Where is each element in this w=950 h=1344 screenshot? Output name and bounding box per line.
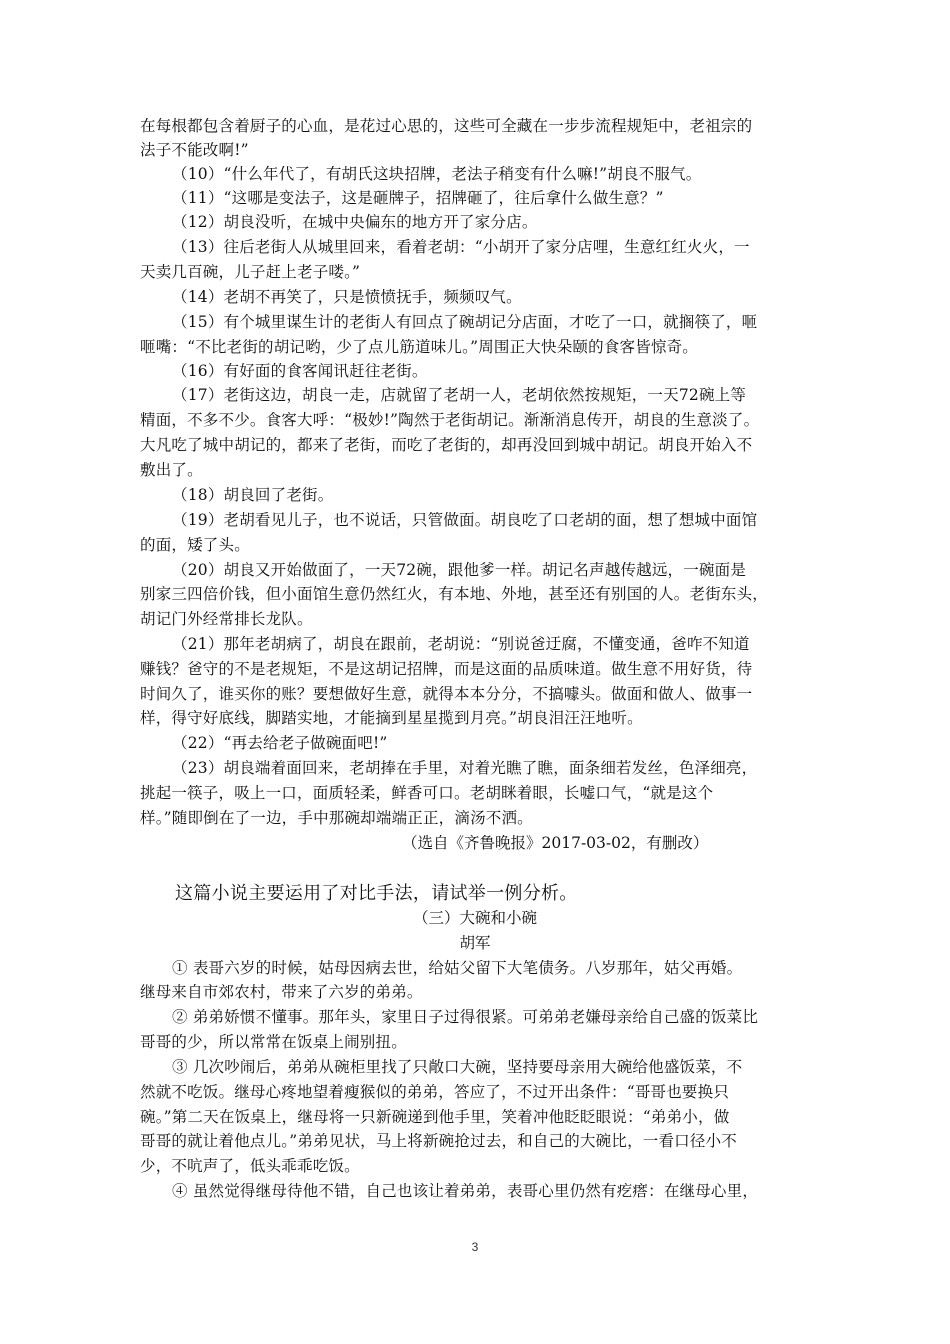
- question-text: 这篇小说主要运用了对比手法，请试举一例分析。: [175, 883, 578, 904]
- section-paragraph-1: ① 表哥六岁的时候，姑母因病去世，给姑父留下大笔债务。八岁那年，姑父再婚。: [172, 959, 743, 977]
- page-number: 3: [471, 1240, 479, 1254]
- story-paragraph-17: （17）老街这边，胡良一走，店就留了老胡一人，老胡依然按规矩，一天72碗上等: [172, 386, 747, 404]
- story-paragraph-23: （23）胡良端着面回来，老胡捧在手里，对着光瞧了瞧，面条细若发丝，色泽细亮，: [172, 759, 758, 777]
- section-line: 少，不吭声了，低头乖乖吃饭。: [140, 1157, 360, 1175]
- section-line: 然就不吃饭。继母心疼地望着瘦猴似的弟弟，答应了，不过开出条件：“哥哥也要换只: [140, 1083, 730, 1101]
- story-line: 赚钱？爸守的不是老规矩，不是这胡记招牌，而是这面的品质味道。做生意不用好货，待: [140, 660, 753, 678]
- section-line: 哥哥的少，所以常常在饭桌上闹别扭。: [140, 1033, 407, 1051]
- story-line: 咂嘴：“不比老街的胡记哟，少了点儿筋道味儿。”周围正大快朵颐的食客皆惊奇。: [140, 338, 699, 356]
- story-paragraph-16: （16）有好面的食客闻讯赶往老街。: [172, 362, 428, 380]
- story-paragraph-20: （20）胡良又开始做面了，一天72碗，跟他爹一样。胡记名声越传越远，一碗面是: [172, 561, 747, 579]
- story-line: 别家三四倍价钱，但小面馆生意仍然红火，有本地、外地，甚至还有别国的人。老街东头，: [140, 585, 769, 603]
- section-author: 胡军: [459, 934, 491, 952]
- story-paragraph-19: （19）老胡看见儿子，也不说话，只管做面。胡良吃了口老胡的面，想了想城中面馆: [172, 511, 758, 529]
- story-paragraph-10: （10）“什么年代了，有胡氏这块招牌，老法子稍变有什么嘛!”胡良不服气。: [172, 165, 702, 183]
- section-paragraph-2: ② 弟弟娇惯不懂事。那年头，家里日子过得很紧。可弟弟老嫌母亲给自己盛的饭菜比: [172, 1008, 759, 1026]
- story-line: 大凡吃了城中胡记的，都来了老街，而吃了老街的，却再没回到城中胡记。胡良开始入不: [140, 436, 753, 454]
- story-source: （选自《齐鲁晚报》2017-03-02，有删改）: [402, 834, 709, 852]
- story-paragraph-12: （12）胡良没听，在城中央偏东的地方开了家分店。: [172, 213, 538, 231]
- story-line: 法子不能改啊!”: [140, 141, 249, 159]
- section-line: 继母来自市郊农村，带来了六岁的弟弟。: [140, 983, 423, 1001]
- story-line: 天卖几百碗，儿子赶上老子喽。”: [140, 263, 361, 281]
- story-line: 挑起一筷子，吸上一口，面质轻柔，鲜香可口。老胡眯着眼，长嘘口气，“就是这个: [140, 784, 714, 802]
- section-line: 哥哥的就让着他点儿。”弟弟见状，马上将新碗抢过去，和自己的大碗比，一看口径小不: [140, 1132, 737, 1150]
- story-line: 样，得守好底线，脚踏实地，才能摘到星星揽到月亮。”胡良泪汪汪地听。: [140, 709, 643, 727]
- story-line: 敷出了。: [140, 461, 203, 479]
- story-line: 的面，矮了头。: [140, 536, 250, 554]
- section-paragraph-3: ③ 几次吵闹后，弟弟从碗柜里找了只敞口大碗，坚持要母亲用大碗给他盛饭菜，不: [172, 1058, 743, 1076]
- section-line: 碗。”第二天在饭桌上，继母将一只新碗递到他手里，笑着冲他眨眨眼说：“弟弟小，做: [140, 1108, 730, 1126]
- section-paragraph-4: ④ 虽然觉得继母待他不错，自己也该让着弟弟，表哥心里仍然有疙瘩：在继母心里，: [172, 1182, 759, 1200]
- story-paragraph-21: （21）那年老胡病了，胡良在跟前，老胡说：“别说爸迂腐，不懂变通，爸咋不知道: [172, 635, 750, 653]
- story-line: 时间久了，谁买你的账？要想做好生意，就得本本分分，不搞噱头。做面和做人、做事一: [140, 685, 753, 703]
- story-paragraph-13: （13）往后老街人从城里回来，看着老胡：“小胡开了家分店哩，生意红红火火，一: [172, 238, 750, 256]
- story-paragraph-22: （22）“再去给老子做碗面吧!”: [172, 734, 388, 752]
- story-paragraph-11: （11）“这哪是变法子，这是砸牌子，招牌砸了，往后拿什么做生意？”: [172, 189, 664, 207]
- story-line: 胡记门外经常排长龙队。: [140, 610, 313, 628]
- story-paragraph-14: （14）老胡不再笑了，只是愤愤抚手，频频叹气。: [172, 288, 522, 306]
- story-paragraph-18: （18）胡良回了老街。: [172, 486, 334, 504]
- story-paragraph-15: （15）有个城里谋生计的老街人有回点了碗胡记分店面，才吃了一口，就搁筷了，咂: [172, 313, 758, 331]
- section-title: （三）大碗和小碗: [412, 909, 537, 927]
- story-line: 在每根都包含着厨子的心血，是花过心思的，这些可全藏在一步步流程规矩中，老祖宗的: [140, 117, 753, 135]
- story-line: 样。”随即倒在了一边，手中那碗却端端正正，滴汤不洒。: [140, 809, 533, 827]
- story-line: 精面，不多不少。食客大呼：“极妙!”陶然于老街胡记。渐渐消息传开，胡良的生意淡了。: [140, 411, 760, 429]
